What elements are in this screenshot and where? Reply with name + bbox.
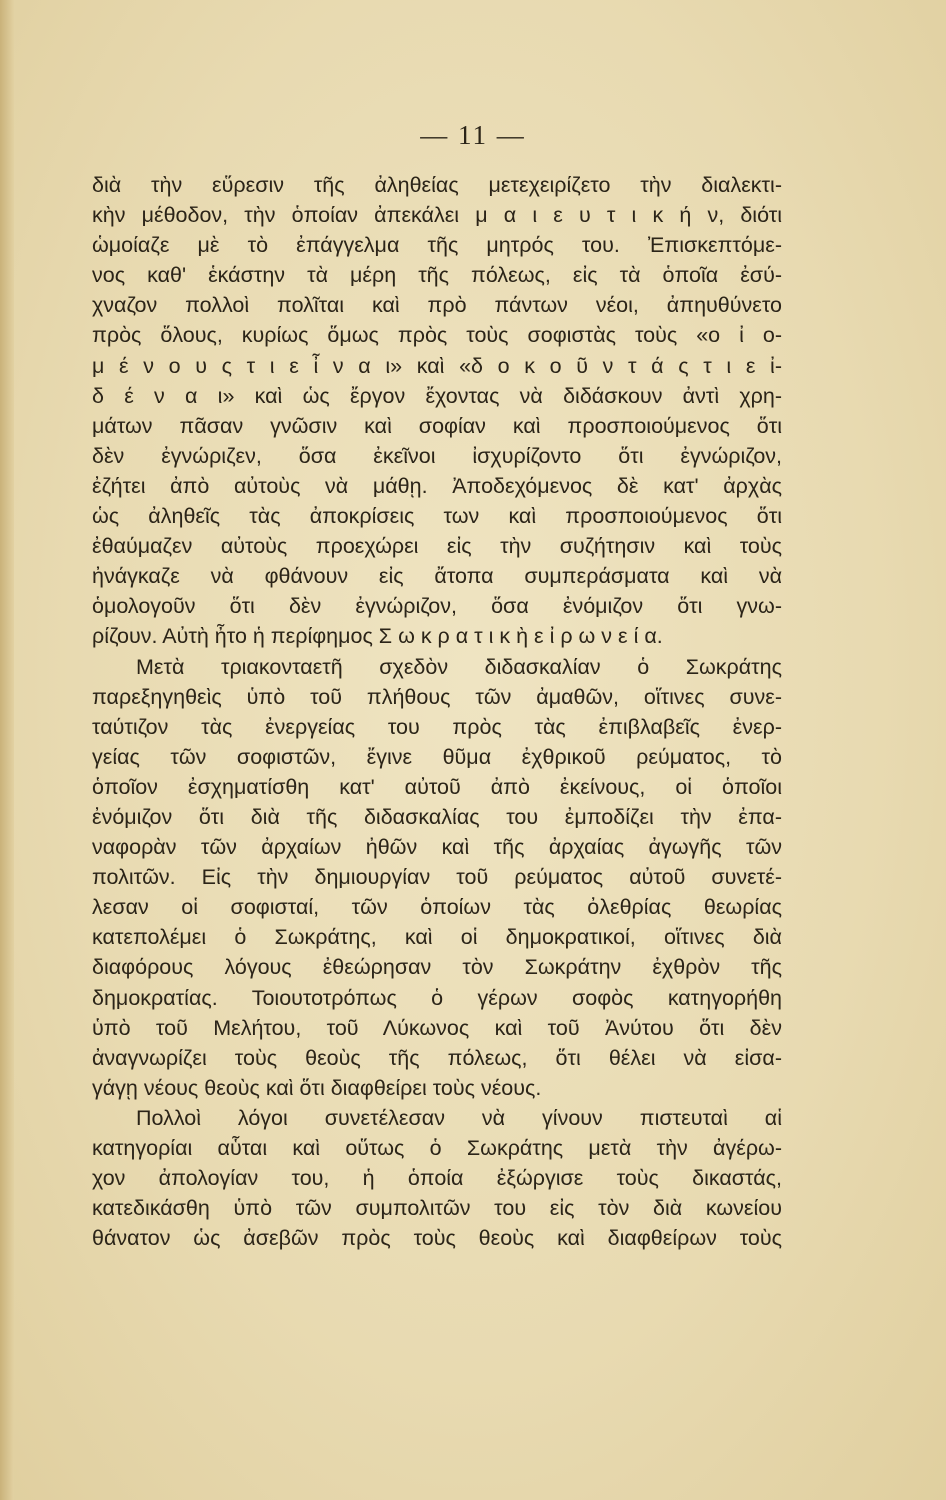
text-line: παρεξηγηθεὶς ὑπὸ τοῦ πλήθους τῶν ἀμαθῶν, οἵτινες συνε- xyxy=(92,684,782,709)
text-line: λεσαν οἱ σοφισταί, τῶν ὁποίων τὰς ὀλεθρίας θεωρίας xyxy=(92,895,782,920)
text-line: ἠνάγκαζε νὰ φθάνουν εἰς ἄτοπα συμπεράσματα καὶ νὰ xyxy=(92,564,782,589)
text-line: ἐζήτει ἀπὸ αὐτοὺς νὰ μάθῃ. Ἀποδεχόμενος δὲ κατ' ἀρχὰς xyxy=(92,473,782,498)
text-line: διαφόρους λόγους ἐθεώρησαν τὸν Σωκράτην ἐχθρὸν τῆς xyxy=(92,955,782,980)
text-line: ἐνόμιζον ὅτι διὰ τῆς διδασκαλίας του ἐμποδίζει τὴν ἐπα- xyxy=(92,804,782,829)
text-line: χον ἀπολογίαν του, ἡ ὁποία ἐξώργισε τοὺς δικαστάς, xyxy=(92,1166,782,1191)
text-line: κατηγορίαι αὗται καὶ οὕτως ὁ Σωκράτης μετὰ τὴν ἀγέρω- xyxy=(92,1136,782,1160)
text-line: πρὸς ὅλους, κυρίως ὅμως πρὸς τοὺς σοφιστὰς τοὺς «ο ἰ ο- xyxy=(92,323,782,348)
text-line: ταύτιζον τὰς ἐνεργείας του πρὸς τὰς ἐπιβλαβεῖς ἐνερ- xyxy=(92,714,782,739)
text-line: δημοκρατίας. Τοιουτοτρόπως ὁ γέρων σοφὸς κατηγορήθη xyxy=(92,985,782,1010)
text-line: μάτων πᾶσαν γνῶσιν καὶ σοφίαν καὶ προσποιούμενος ὅτι xyxy=(92,413,782,438)
text-line: ἀναγνωρίζει τοὺς θεοὺς τῆς πόλεως, ὅτι θέλει νὰ εἰσα- xyxy=(92,1045,782,1070)
body-text xyxy=(92,170,782,1253)
text-line: πολιτῶν. Εἰς τὴν δημιουργίαν τοῦ ρεύματος αὐτοῦ συνετέ- xyxy=(92,865,782,890)
text-line: ὁποῖον ἐσχηματίσθη κατ' αὐτοῦ ἀπὸ ἐκείνους, οἱ ὁποῖοι xyxy=(92,774,782,799)
text-line: ὑπὸ τοῦ Μελήτου, τοῦ Λύκωνος καὶ τοῦ Ἀνύτου ὅτι δὲν xyxy=(92,1015,782,1040)
text-line: ρίζουν. Αὐτὴ ἦτο ἡ περίφημος Σ ω κ ρ α τ ι κ ὴ ε ἰ ρ ω ν ε ί α. xyxy=(92,624,663,649)
text-line: γείας τῶν σοφιστῶν, ἔγινε θῦμα ἐχθρικοῦ ρεύματος, τὸ xyxy=(92,744,782,769)
text-line: γάγῃ νέους θεοὺς καὶ ὅτι διαφθείρει τοὺς νέους. xyxy=(92,1075,542,1100)
text-line: δ έ ν α ι» καὶ ὡς ἔργον ἔχοντας νὰ διδάσκουν ἀντὶ χρη- xyxy=(92,383,782,408)
text-line: Μετὰ τριακονταετῆ σχεδὸν διδασκαλίαν ὁ Σωκράτης xyxy=(136,654,782,679)
page-number: — 11 — xyxy=(420,120,526,150)
text-line: δὲν ἐγνώριζεν, ὅσα ἐκεῖνοι ἰσχυρίζοντο ὅτι ἐγνώριζον, xyxy=(92,443,782,468)
text-line: θάνατον ὡς ἀσεβῶν πρὸς τοὺς θεοὺς καὶ διαφθείρων τοὺς xyxy=(92,1226,782,1251)
text-line: ναφορὰν τῶν ἀρχαίων ἠθῶν καὶ τῆς ἀρχαίας ἀγωγῆς τῶν xyxy=(92,835,782,860)
page-binding-edge xyxy=(0,0,14,1500)
text-line: χναζον πολλοὶ πολῖται καὶ πρὸ πάντων νέοι, ἀπηυθύνετο xyxy=(92,293,782,318)
text-line: ὡμοίαζε μὲ τὸ ἐπάγγελμα τῆς μητρός του. Ἐπισκεπτόμε- xyxy=(92,233,782,258)
text-line: Πολλοὶ λόγοι συνετέλεσαν νὰ γίνουν πιστευταὶ αἱ xyxy=(136,1105,782,1130)
text-line: διὰ τὴν εὕρεσιν τῆς ἀληθείας μετεχειρίζετο τὴν διαλεκτι- xyxy=(92,173,782,197)
text-line: κατεδικάσθη ὑπὸ τῶν συμπολιτῶν του εἰς τὸν διὰ κωνείου xyxy=(92,1196,782,1221)
text-line: ἐθαύμαζεν αὐτοὺς προεχώρει εἰς τὴν συζήτησιν καὶ τοὺς xyxy=(92,534,782,559)
text-line: ὁμολογοῦν ὅτι δὲν ἐγνώριζον, ὅσα ἐνόμιζον ὅτι γνω- xyxy=(92,594,782,619)
text-line: κατεπολέμει ὁ Σωκράτης, καὶ οἱ δημοκρατικοί, οἵτινες διὰ xyxy=(92,925,782,950)
text-line: μ έ ν ο υ ς τ ι ε ἶ ν α ι» καὶ «δ ο κ ο ῦ ν τ ά ς τ ι ε ἰ- xyxy=(92,353,782,378)
text-line: κὴν μέθοδον, τὴν ὁποίαν ἀπεκάλει μ α ι ε υ τ ι κ ή ν, διότι xyxy=(92,203,782,228)
text-line: νος καθ' ἑκάστην τὰ μέρη τῆς πόλεως, εἰς τὰ ὁποῖα ἐσύ- xyxy=(92,263,782,288)
text-line: ὡς ἀληθεῖς τὰς ἀποκρίσεις των καὶ προσποιούμενος ὅτι xyxy=(92,504,782,529)
